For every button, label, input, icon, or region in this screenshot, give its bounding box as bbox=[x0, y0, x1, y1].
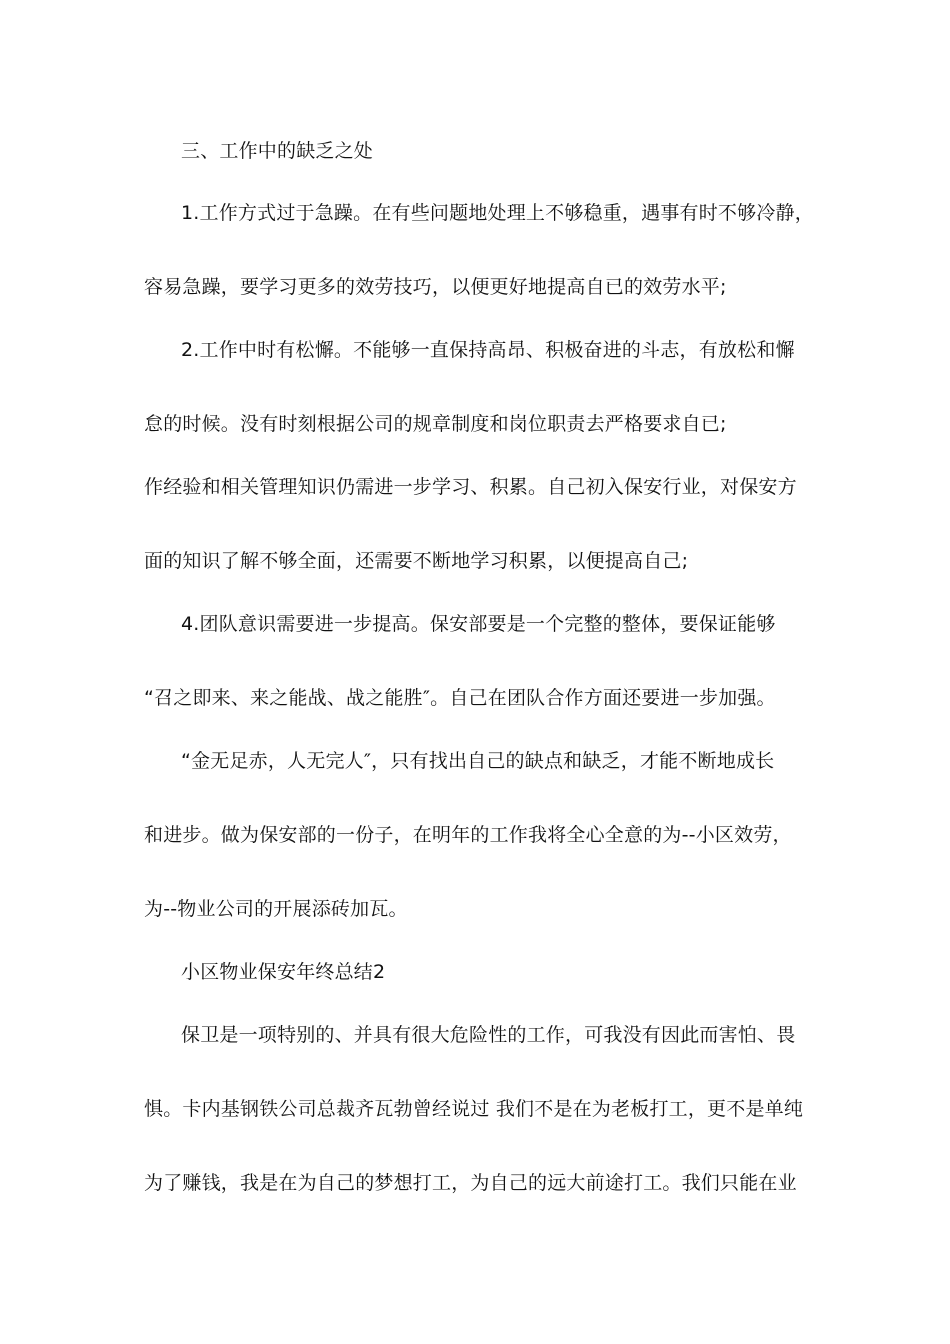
paragraph-line: 为--物业公司的开展添砖加瓦。 bbox=[144, 898, 408, 920]
paragraph-line: 面的知识了解不够全面，还需要不断地学习积累，以便提高自己; bbox=[144, 550, 689, 572]
paragraph-line: 1.工作方式过于急躁。在有些问题地处理上不够稳重，遇事有时不够冷静， bbox=[181, 202, 814, 224]
paragraph-line: 作经验和相关管理知识仍需进一步学习、积累。自己初入保安行业，对保安方 bbox=[144, 476, 797, 498]
paragraph-line: 2.工作中时有松懈。不能够一直保持高昂、积极奋进的斗志，有放松和懈 bbox=[181, 339, 795, 361]
paragraph-line: 容易急躁，要学习更多的效劳技巧，以便更好地提高自已的效劳水平; bbox=[144, 276, 727, 298]
section-heading: 三、工作中的缺乏之处 bbox=[181, 140, 374, 162]
paragraph-line: 怠的时候。没有时刻根据公司的规章制度和岗位职责去严格要求自已; bbox=[144, 413, 727, 435]
paragraph-line: “召之即来、来之能战、战之能胜″。自己在团队合作方面还要进一步加强。 bbox=[144, 687, 776, 709]
paragraph-line: 4.团队意识需要进一步提高。保安部要是一个完整的整体，要保证能够 bbox=[181, 613, 776, 635]
paragraph-line: 和进步。做为保安部的一份子，在明年的工作我将全心全意的为--小区效劳， bbox=[144, 824, 792, 846]
subsection-heading: 小区物业保安年终总结2 bbox=[181, 961, 386, 983]
paragraph-line: 保卫是一项特别的、并具有很大危险性的工作，可我没有因此而害怕、畏 bbox=[181, 1024, 796, 1046]
paragraph-line: 惧。卡内基钢铁公司总裁齐瓦勃曾经说过 我们不是在为老板打工，更不是单纯 bbox=[144, 1098, 804, 1120]
paragraph-line: 为了赚钱，我是在为自己的梦想打工，为自己的远大前途打工。我们只能在业 bbox=[144, 1172, 797, 1194]
paragraph-line: “金无足赤，人无完人″，只有找出自己的缺点和缺乏，才能不断地成长 bbox=[181, 750, 775, 772]
